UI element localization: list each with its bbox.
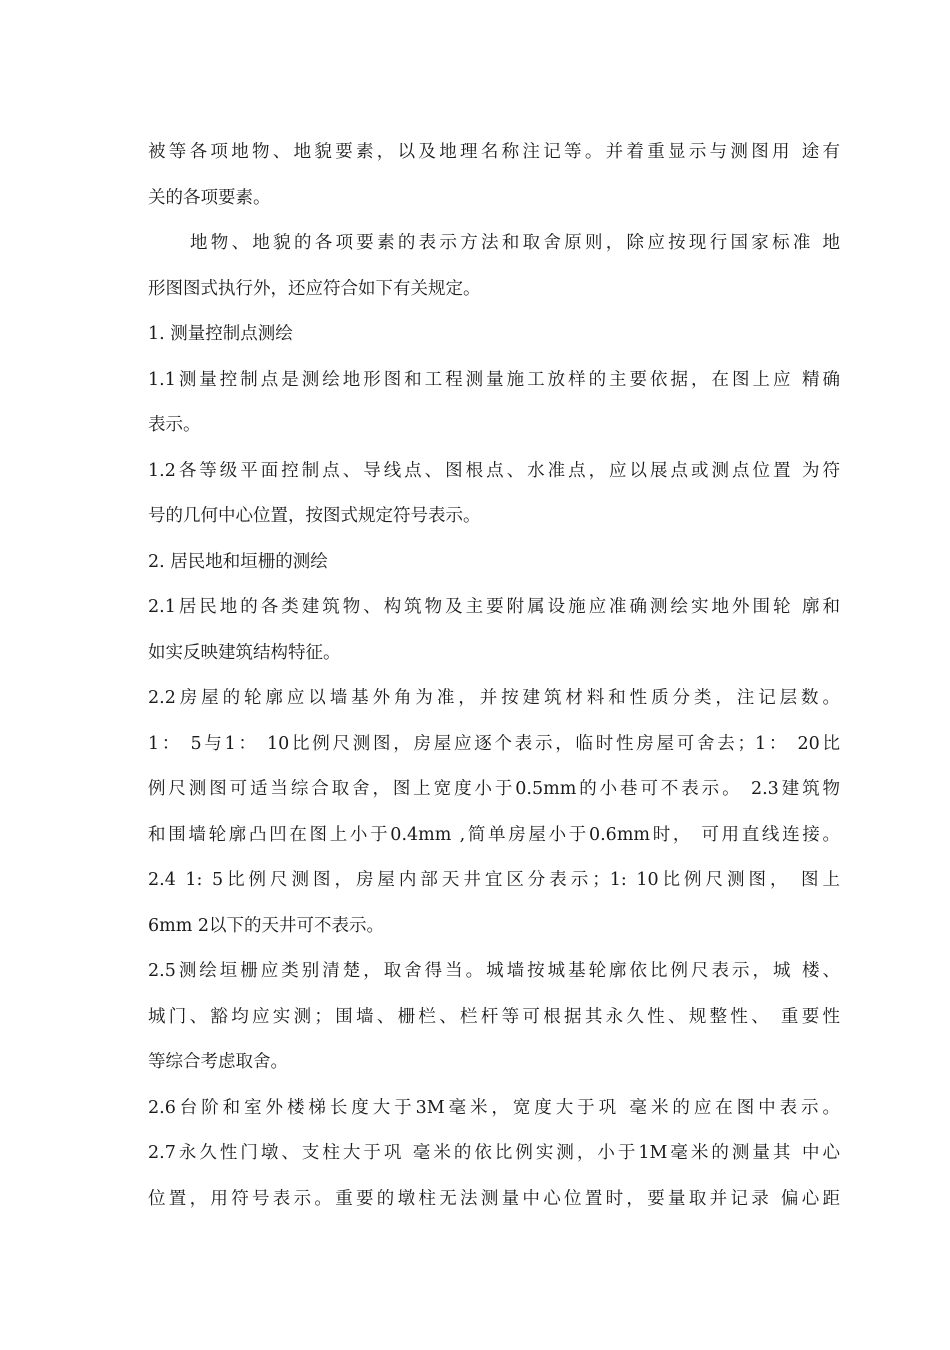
text-line: 6mm 2以下的天井可不表示。: [148, 915, 385, 936]
text-line: 1： 5与1： 10比例尺测图，房屋应逐个表示，临时性房屋可舍去；1： 20比: [148, 733, 840, 754]
text-line: 号的几何中心位置，按图式规定符号表示。: [148, 506, 481, 526]
text-line: 1.1测量控制点是测绘地形图和工程测量施工放样的主要依据，在图上应 精确: [148, 369, 840, 390]
text-line: 2.2房屋的轮廓应以墙基外角为准，并按建筑材料和性质分类，注记层数。: [148, 688, 840, 708]
text-line: 关的各项要素。: [148, 187, 271, 208]
section-heading: 1. 测量控制点测绘: [148, 324, 293, 344]
text-line: 地物、地貌的各项要素的表示方法和取舍原则，除应按现行国家标准 地: [190, 233, 840, 253]
text-line: 城门、豁均应实测；围墙、栅栏、栏杆等可根据其永久性、规整性、 重要性: [148, 1006, 840, 1027]
text-line: 等综合考虑取舍。: [148, 1052, 288, 1072]
text-line: 被等各项地物、地貌要素，以及地理名称注记等。并着重显示与测图用 途有: [148, 142, 840, 162]
text-line: 例尺测图可适当综合取舍，图上宽度小于0.5mm的小巷可不表示。 2.3建筑物: [148, 779, 840, 799]
text-line: 2.7永久性门墩、支柱大于巩 毫米的依比例实测，小于1M毫米的测量其 中心: [148, 1143, 840, 1163]
text-line: 2.1居民地的各类建筑物、构筑物及主要附属设施应准确测绘实地外围轮 廓和: [148, 597, 840, 617]
body-text: [148, 130, 840, 1222]
section-heading: 2. 居民地和垣栅的测绘: [148, 551, 328, 572]
text-line: 位置，用符号表示。重要的墩柱无法测量中心位置时，要量取并记录 偏心距: [148, 1188, 840, 1209]
text-line: 和围墙轮廓凸凹在图上小于0.4mm ,简单房屋小于0.6mm时， 可用直线连接。: [148, 824, 840, 845]
text-line: 2.4 1: 5比例尺测图，房屋内部天井宜区分表示；1: 10比例尺测图， 图上: [148, 870, 840, 890]
text-line: 表示。: [148, 415, 201, 435]
text-line: 2.6台阶和室外楼梯长度大于3M毫米，宽度大于巩 毫米的应在图中表示。: [148, 1097, 840, 1118]
text-line: 1.2各等级平面控制点、导线点、图根点、水准点，应以展点或测点位置 为符: [148, 460, 840, 481]
text-line: 如实反映建筑结构特征。: [148, 642, 341, 663]
text-line: 形图图式执行外，还应符合如下有关规定。: [148, 278, 481, 299]
text-line: 2.5测绘垣栅应类别清楚，取舍得当。城墙按城基轮廓依比例尺表示，城 楼、: [148, 961, 840, 981]
